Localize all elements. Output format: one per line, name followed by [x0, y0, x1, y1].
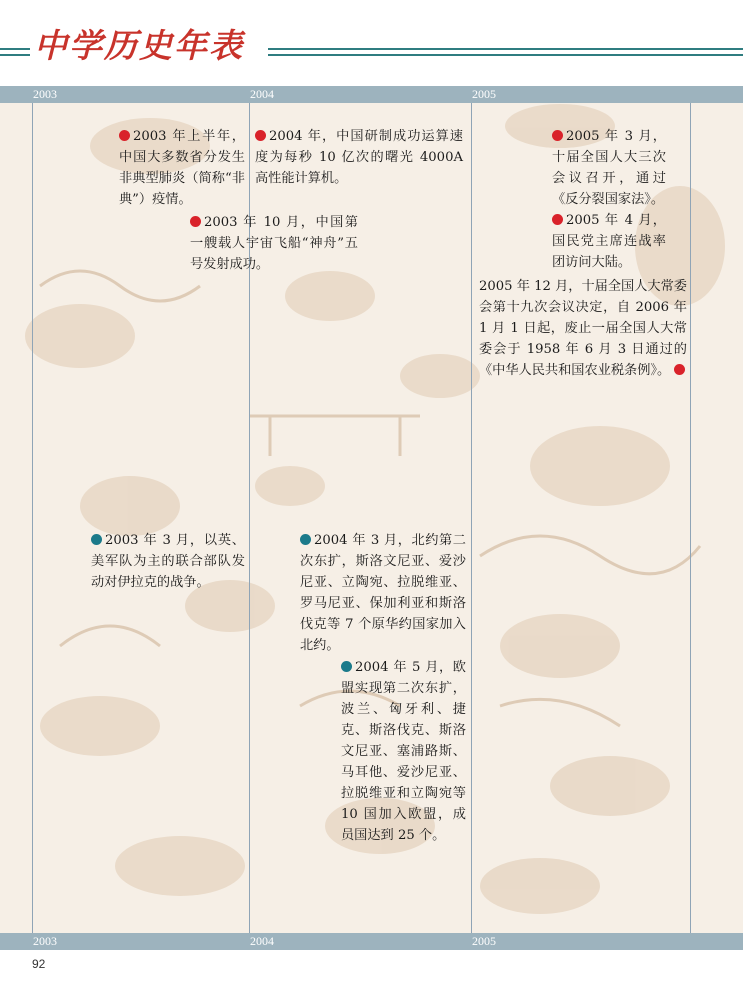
event-2005-anti-secession-law: 2005 年 3 月，十届全国人大三次会议召开，通过《反分裂国家法》。	[552, 129, 666, 207]
world-event-dot-icon	[300, 534, 311, 545]
year-label-2003: 2003	[33, 87, 57, 101]
year-label-2004: 2004	[250, 934, 274, 948]
year-label-2004: 2004	[250, 87, 274, 101]
year-label-2005: 2005	[472, 934, 496, 948]
event-2005-kmt-visit: 2005 年 4 月，国民党主席连战率团访问大陆。	[552, 213, 666, 270]
year-divider	[32, 103, 33, 933]
header-rule	[268, 48, 743, 50]
page-number: 92	[32, 957, 46, 971]
year-divider	[471, 103, 472, 933]
china-event-dot-icon	[190, 216, 201, 227]
china-event-dot-icon	[674, 364, 685, 375]
world-event-dot-icon	[91, 534, 102, 545]
year-bar-top	[0, 86, 743, 103]
header-rule	[0, 54, 30, 56]
china-event-dot-icon	[119, 130, 130, 141]
china-event-dot-icon	[552, 214, 563, 225]
page-header	[0, 0, 743, 86]
event-2003-shenzhou: 2003 年 10 月，中国第一艘载人宇宙飞船“神舟”五号发射成功。	[190, 215, 358, 272]
china-event-dot-icon	[255, 130, 266, 141]
year-label-2005: 2005	[472, 87, 496, 101]
china-event-dot-icon	[552, 130, 563, 141]
timeline	[0, 86, 743, 950]
header-rule	[0, 48, 30, 50]
event-2005-agricultural-tax: 2005 年 12 月，十届全国人大常委会第十九次会议决定，自 2006 年 1 月 1 日起，废止一届全国人大常委会于 1958 年 6 月 3 日通过的《中华人民共和国农业税条例》。	[479, 279, 687, 378]
event-2003-iraq-war: 2003 年 3 月，以英、美军队为主的联合部队发动对伊拉克的战争。	[91, 533, 245, 590]
header-rule	[268, 54, 743, 56]
event-2004-eu-expansion: 2004 年 5 月，欧盟实现第二次东扩，波兰、匈牙利、捷克、斯洛伐克、斯洛文尼亚、塞浦路斯、马耳他、爱沙尼亚、拉脱维亚和立陶宛等 10 国加入欧盟，成员国达到 25 个。	[341, 660, 466, 843]
world-event-dot-icon	[341, 661, 352, 672]
event-2004-computer: 2004 年，中国研制成功运算速度为每秒 10 亿次的曙光 4000A 高性能计算机。	[255, 129, 463, 186]
event-2003-sars: 2003 年上半年，中国大多数省分发生非典型肺炎（简称“非典”）疫情。	[119, 129, 245, 207]
year-bar-bottom	[0, 933, 743, 950]
year-divider	[690, 103, 691, 933]
page-title: 中学历史年表	[34, 26, 244, 65]
event-2004-nato-expansion: 2004 年 3 月，北约第二次东扩，斯洛文尼亚、爱沙尼亚、立陶宛、拉脱维亚、罗马尼亚、保加利亚和斯洛伐克等 7 个原华约国家加入北约。	[300, 533, 466, 653]
year-label-2003: 2003	[33, 934, 57, 948]
